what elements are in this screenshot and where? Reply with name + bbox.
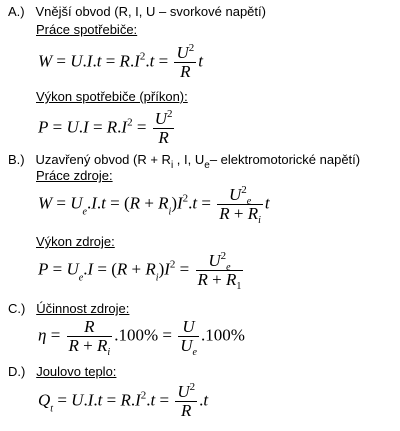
subheading-work-source: Práce zdroje: <box>36 168 113 183</box>
formula-work-source: $W = U_e.I.t = (R + R_i)I^2.t$ = $\frac{U^2_e}{R + R_i}$ t <box>38 184 270 226</box>
section-c-title: Účinnost zdroje: <box>36 301 130 316</box>
section-b-heading: B.) Uzavřený obvod ($R + R_i$ , I, $U_e-$ elektromotorické napětí) <box>8 152 361 171</box>
section-a-marker: A.) <box>8 4 25 19</box>
section-a-title: Vnější obvod (R, I, U – svorkové napětí) <box>35 4 266 19</box>
section-d-heading <box>8 364 116 379</box>
subheading-work-consumer: Práce spotřebiče: <box>36 22 138 37</box>
subheading-power-source: Výkon zdroje: <box>36 234 115 249</box>
formula-work-consumer: $W = U.I.t = R.I^2.t$ = $\frac{U^2}{R}$ t <box>38 42 203 81</box>
formula-power-source: $P = U_e.I = (R + R_i)I^2$ = $\frac{U^2_e}{R + R_1}$ <box>38 250 242 292</box>
section-a-heading <box>8 4 266 19</box>
section-b-marker: B.) <box>8 152 25 167</box>
formula-efficiency: η = $\frac{R}{R + R_i}$ .100% = $\frac{U}{U_e}$ .100% <box>38 317 245 358</box>
formula-joule-heat: $Q_t = U.I.t = R.I^2.t$ = $\frac{U^2}{R}$ .t <box>38 381 209 420</box>
section-c-heading <box>8 301 129 316</box>
section-d-title: Joulovo teplo: <box>36 364 117 379</box>
subheading-power-consumer: Výkon spotřebiče (příkon): <box>36 89 188 104</box>
formula-power-consumer: $P = U.I = R.I^2$ = $\frac{U^2}{R}$ <box>38 108 173 147</box>
section-d-marker: D.) <box>8 364 26 379</box>
section-c-marker: C.) <box>8 301 26 316</box>
